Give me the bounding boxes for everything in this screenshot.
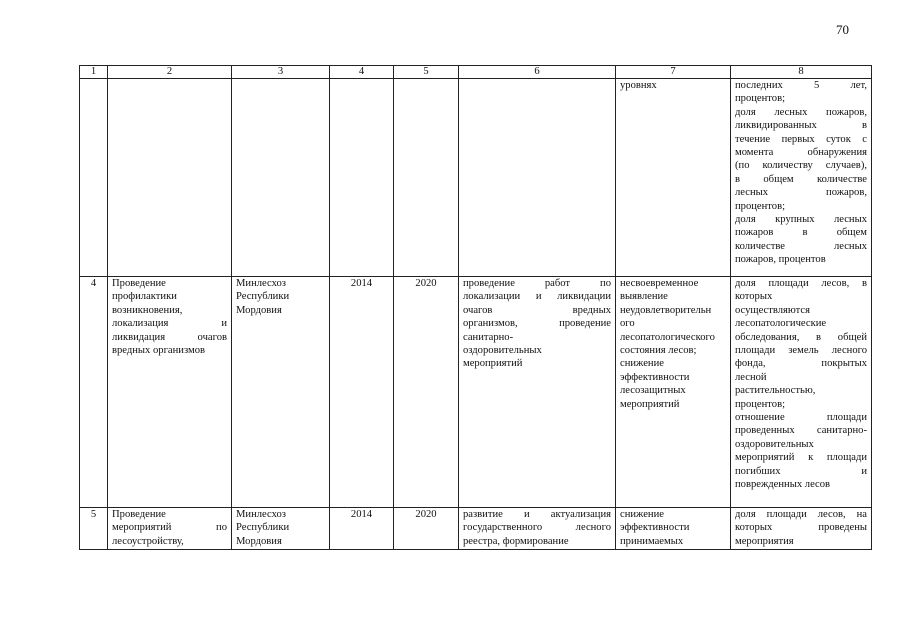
cell-line: которых: [735, 291, 773, 303]
cell-line: доля площади лесов, на: [735, 509, 867, 520]
row-number: 5: [80, 508, 108, 550]
cell-line: ого: [620, 318, 635, 330]
cell-line: развитие и актуализация: [463, 509, 611, 520]
consequence-cell: [616, 277, 731, 508]
cell-line: процентов;: [735, 398, 786, 410]
cell-line: Республики: [236, 522, 290, 534]
table-row: [80, 277, 872, 508]
column-number: 5: [394, 66, 459, 79]
result-cell: [459, 508, 616, 550]
continuation-row: [80, 79, 872, 277]
table-cell: [330, 79, 394, 277]
cell-line: растительностью,: [735, 385, 816, 397]
cell-line: ликвидация очагов: [112, 331, 227, 343]
page-number: 70: [836, 22, 849, 37]
column-number: 1: [80, 66, 108, 79]
cell-line: поврежденных лесов: [735, 479, 831, 491]
cell-line: осуществляются: [735, 304, 811, 316]
cell-line: Мордовия: [236, 304, 282, 316]
result-cell: [459, 277, 616, 508]
cell-line: пожаров, процентов: [735, 254, 826, 266]
cell-line: доля крупных лесных: [735, 214, 867, 226]
cell-line: лесных пожаров,: [735, 187, 867, 199]
cell-line: эффективности: [620, 522, 690, 534]
column-number: 6: [459, 66, 616, 79]
cell-line: возникновения,: [112, 304, 183, 316]
cell-line: процентов;: [735, 200, 786, 212]
cell-line: мероприятий: [620, 398, 680, 410]
cell-line: лесозащитных: [620, 385, 686, 397]
indicator-cell: [731, 508, 872, 550]
cell-line: мероприятия: [735, 535, 794, 547]
cell-line: количестве лесных: [735, 240, 867, 252]
measure-name-cell: [108, 277, 232, 508]
cell-line: Минлесхоз: [236, 278, 286, 289]
cell-line: погибших и: [735, 465, 867, 477]
executor-cell: [232, 508, 330, 550]
cell-line: выявление: [620, 291, 668, 303]
cell-line: лесной: [735, 371, 767, 383]
start-year: 2014: [330, 277, 394, 508]
cell-line: (по количеству случаев),: [735, 160, 867, 172]
cell-line: проведение работ по: [463, 278, 611, 289]
cell-line: мероприятий: [463, 358, 523, 370]
cell-line: последних 5 лет,: [735, 80, 867, 91]
cell-line: в общем количестве: [735, 173, 867, 185]
executor-cell: [232, 277, 330, 508]
cell-line: снижение: [620, 509, 664, 520]
cell-line: организмов, проведение: [463, 318, 611, 330]
column-number: 3: [232, 66, 330, 79]
column-number: 8: [731, 66, 872, 79]
cell-line: Республики: [236, 291, 290, 303]
cell-line: площади земель лесного: [735, 345, 867, 357]
cell-line: мероприятий к площади: [735, 452, 867, 464]
cell-line: несвоевременное: [620, 278, 699, 289]
cell-line: снижение: [620, 358, 664, 370]
consequence-cell: [616, 508, 731, 550]
indicator-cell: [731, 277, 872, 508]
cell-line: лесопатологические: [735, 318, 827, 330]
end-year: 2020: [394, 508, 459, 550]
table-row: [80, 508, 872, 550]
cell-line: оздоровительных: [463, 345, 542, 357]
cell-line: процентов;: [735, 93, 786, 105]
cell-line: профилактики: [112, 291, 177, 303]
cell-line: государственного лесного: [463, 522, 611, 534]
cell-line: локализация и: [112, 318, 227, 330]
cell-line: состояния лесов;: [620, 345, 697, 357]
cell-line: Проведение: [112, 278, 166, 289]
cell-line: доля лесных пожаров,: [735, 106, 867, 118]
indicator-cell: [731, 79, 872, 277]
cell-line: реестра, формирование: [463, 535, 569, 547]
cell-line: лесоустройству,: [112, 535, 184, 547]
measure-name-cell: [108, 508, 232, 550]
column-number: 2: [108, 66, 232, 79]
cell-line: санитарно-: [463, 331, 514, 343]
cell-line: принимаемых: [620, 535, 684, 547]
column-number: 7: [616, 66, 731, 79]
cell-line: течение первых суток с: [735, 133, 867, 145]
table-cell: [394, 79, 459, 277]
cell-line: неудовлетворительн: [620, 304, 712, 316]
cell-line: очагов вредных: [463, 304, 611, 316]
cell-line: Проведение: [112, 509, 166, 520]
start-year: 2014: [330, 508, 394, 550]
cell-line: Мордовия: [236, 535, 282, 547]
table-cell: [80, 79, 108, 277]
column-number-row: [80, 66, 872, 79]
cell-line: доля площади лесов, в: [735, 278, 867, 289]
document-table: [79, 65, 872, 550]
end-year: 2020: [394, 277, 459, 508]
cell-line: фонда, покрытых: [735, 358, 867, 370]
consequence-cell: [616, 79, 731, 277]
column-number: 4: [330, 66, 394, 79]
table-cell: [232, 79, 330, 277]
cell-line: ликвидированных в: [735, 120, 867, 132]
cell-line: эффективности: [620, 371, 690, 383]
cell-line: локализации и ликвидации: [463, 291, 611, 303]
cell-line: мероприятий по: [112, 522, 227, 534]
cell-line: Минлесхоз: [236, 509, 286, 520]
table-cell: [459, 79, 616, 277]
cell-text: уровнях: [620, 80, 657, 91]
cell-line: лесопатологического: [620, 331, 715, 343]
table-cell: [108, 79, 232, 277]
cell-line: проведенных санитарно-: [735, 425, 867, 437]
cell-line: вредных организмов: [112, 345, 206, 357]
cell-line: оздоровительных: [735, 438, 814, 450]
cell-line: которых проведены: [735, 522, 867, 534]
cell-line: момента обнаружения: [735, 147, 867, 159]
cell-line: отношение площади: [735, 412, 867, 424]
cell-line: обследования, в общей: [735, 331, 867, 343]
cell-line: пожаров в общем: [735, 227, 867, 239]
row-number: 4: [80, 277, 108, 508]
